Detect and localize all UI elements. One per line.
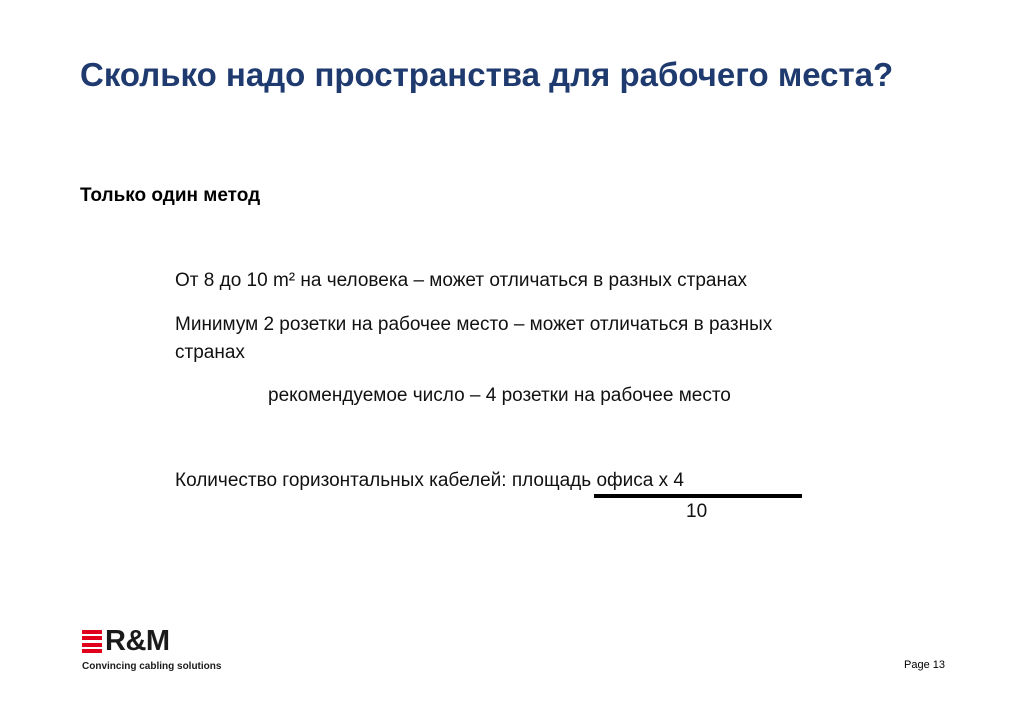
slide-subtitle: Только один метод: [80, 185, 261, 206]
slide-title: Сколько надо пространства для рабочего места?: [80, 56, 894, 93]
logo-tagline: Convincing cabling solutions: [82, 661, 222, 672]
company-logo: [82, 625, 170, 657]
cable-count-formula: Количество горизонтальных кабелей: площадь офиса x 4: [175, 470, 684, 491]
min-sockets-line-continued: странах: [175, 342, 245, 363]
min-sockets-line: Минимум 2 розетки на рабочее место – может отличаться в разных: [175, 314, 773, 335]
recommended-sockets-line: рекомендуемое число – 4 розетки на рабочее место: [268, 385, 731, 406]
formula-denominator: 10: [686, 501, 708, 522]
logo-text: R&M: [105, 625, 170, 657]
space-per-person-line: От 8 до 10 m² на человека – может отличаться в разных странах: [175, 270, 748, 291]
page-number: Page 13: [904, 659, 945, 671]
logo-stripes-icon: [82, 630, 102, 654]
